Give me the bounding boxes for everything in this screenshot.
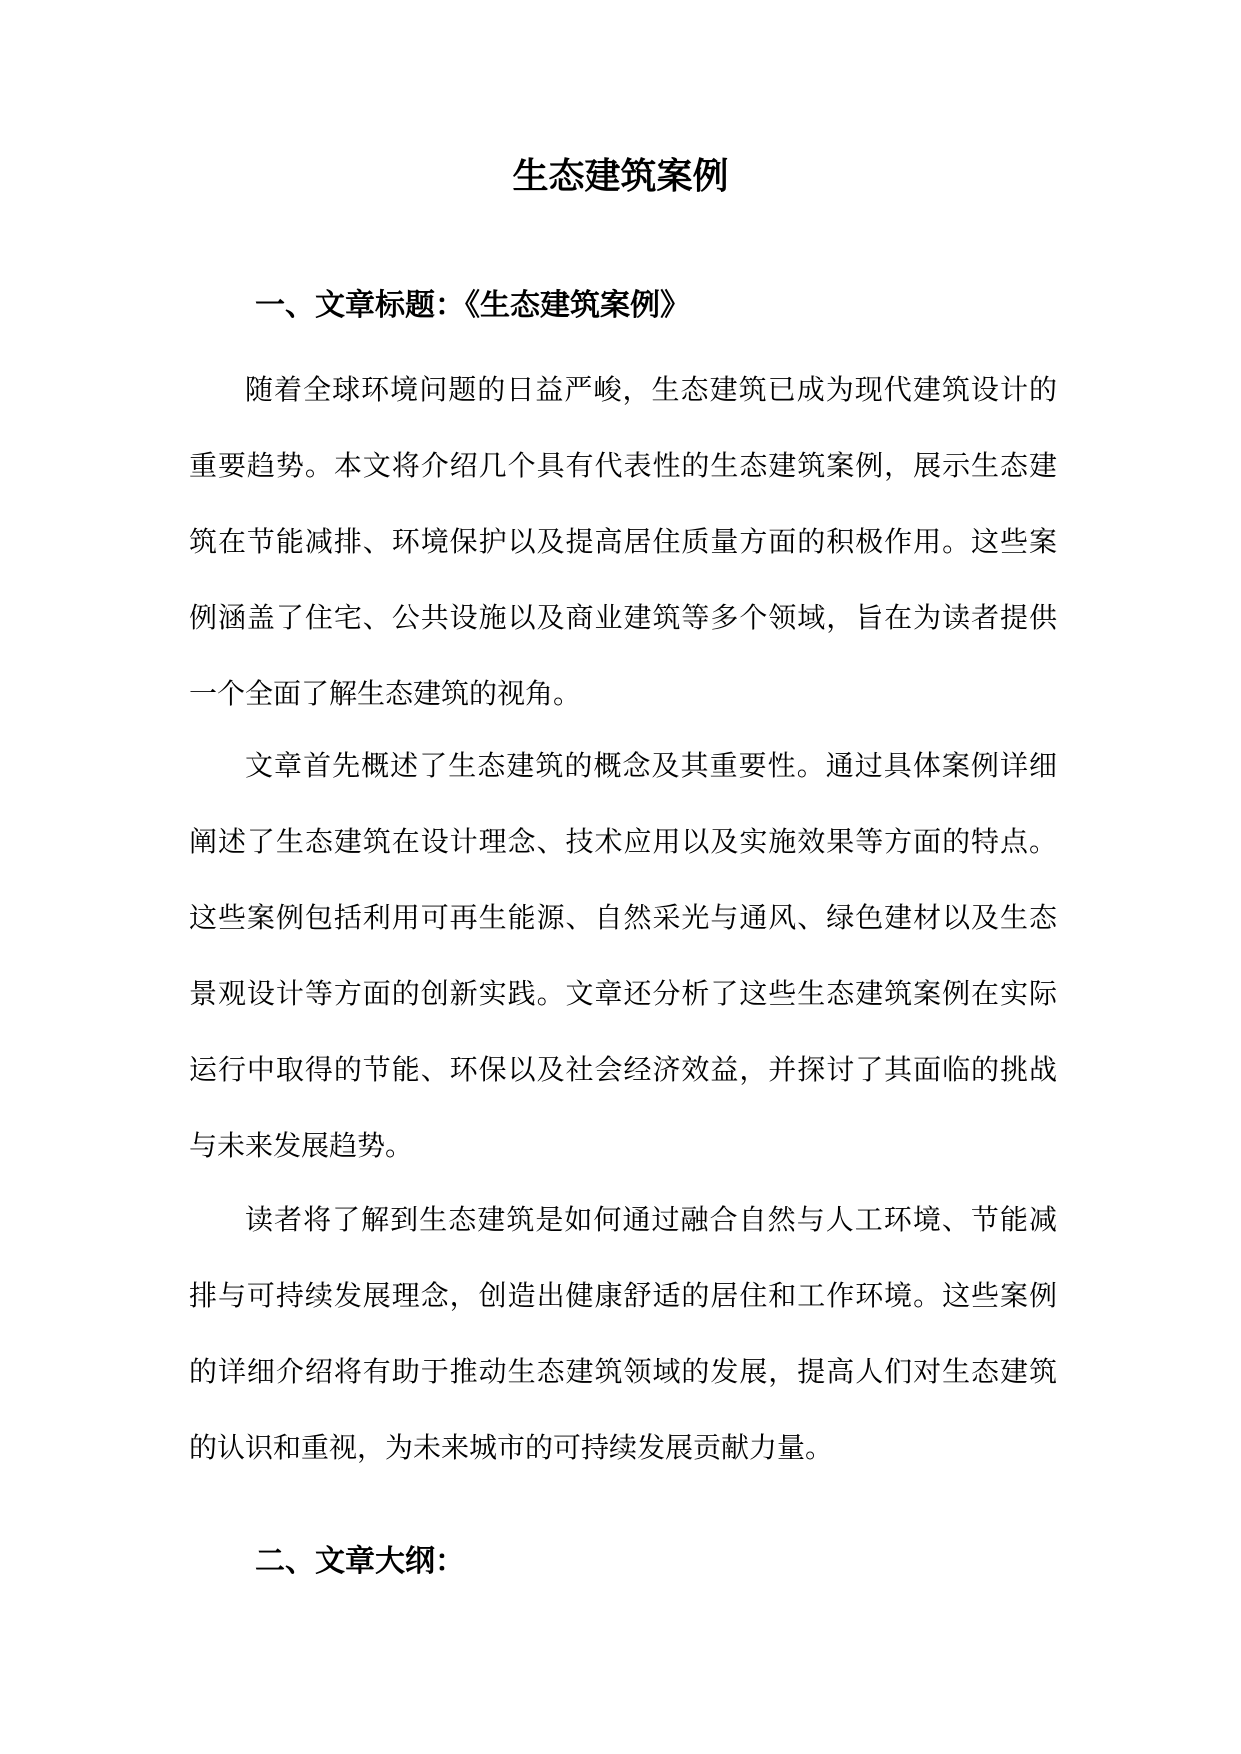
paragraph-line: 文章首先概述了生态建筑的概念及其重要性。通过具体案例详细 xyxy=(245,749,1057,782)
paragraph-line: 这些案例包括利用可再生能源、自然采光与通风、绿色建材以及生态 xyxy=(189,901,1057,934)
paragraph-line: 与未来发展趋势。 xyxy=(189,1129,414,1162)
paragraph-line: 阐述了生态建筑在设计理念、技术应用以及实施效果等方面的特点。 xyxy=(189,825,1057,858)
paragraph-line: 一个全面了解生态建筑的视角。 xyxy=(189,677,582,710)
paragraph-line: 运行中取得的节能、环保以及社会经济效益，并探讨了其面临的挑战 xyxy=(189,1053,1057,1086)
paragraph-overview xyxy=(189,728,1057,1184)
section-heading-article-title: 一、文章标题：《生态建筑案例》 xyxy=(255,288,690,323)
paragraph-line: 随着全球环境问题的日益严峻，生态建筑已成为现代建筑设计的 xyxy=(245,373,1057,406)
paragraph-line: 排与可持续发展理念，创造出健康舒适的居住和工作环境。这些案例 xyxy=(189,1279,1057,1312)
paragraph-line: 读者将了解到生态建筑是如何通过融合自然与人工环境、节能减 xyxy=(245,1203,1057,1236)
paragraph-introduction xyxy=(189,352,1057,732)
document-title: 生态建筑案例 xyxy=(512,155,729,197)
paragraph-line: 的详细介绍将有助于推动生态建筑领域的发展，提高人们对生态建筑 xyxy=(189,1355,1057,1388)
paragraph-line: 景观设计等方面的创新实践。文章还分析了这些生态建筑案例在实际 xyxy=(189,977,1057,1010)
paragraph-line: 筑在节能减排、环境保护以及提高居住质量方面的积极作用。这些案 xyxy=(189,525,1057,558)
paragraph-line: 例涵盖了住宅、公共设施以及商业建筑等多个领域，旨在为读者提供 xyxy=(189,601,1057,634)
paragraph-line: 重要趋势。本文将介绍几个具有代表性的生态建筑案例，展示生态建 xyxy=(189,449,1057,482)
section-heading-outline: 二、文章大纲： xyxy=(255,1544,465,1579)
paragraph-conclusion xyxy=(189,1182,1057,1486)
paragraph-line: 的认识和重视，为未来城市的可持续发展贡献力量。 xyxy=(189,1431,834,1464)
